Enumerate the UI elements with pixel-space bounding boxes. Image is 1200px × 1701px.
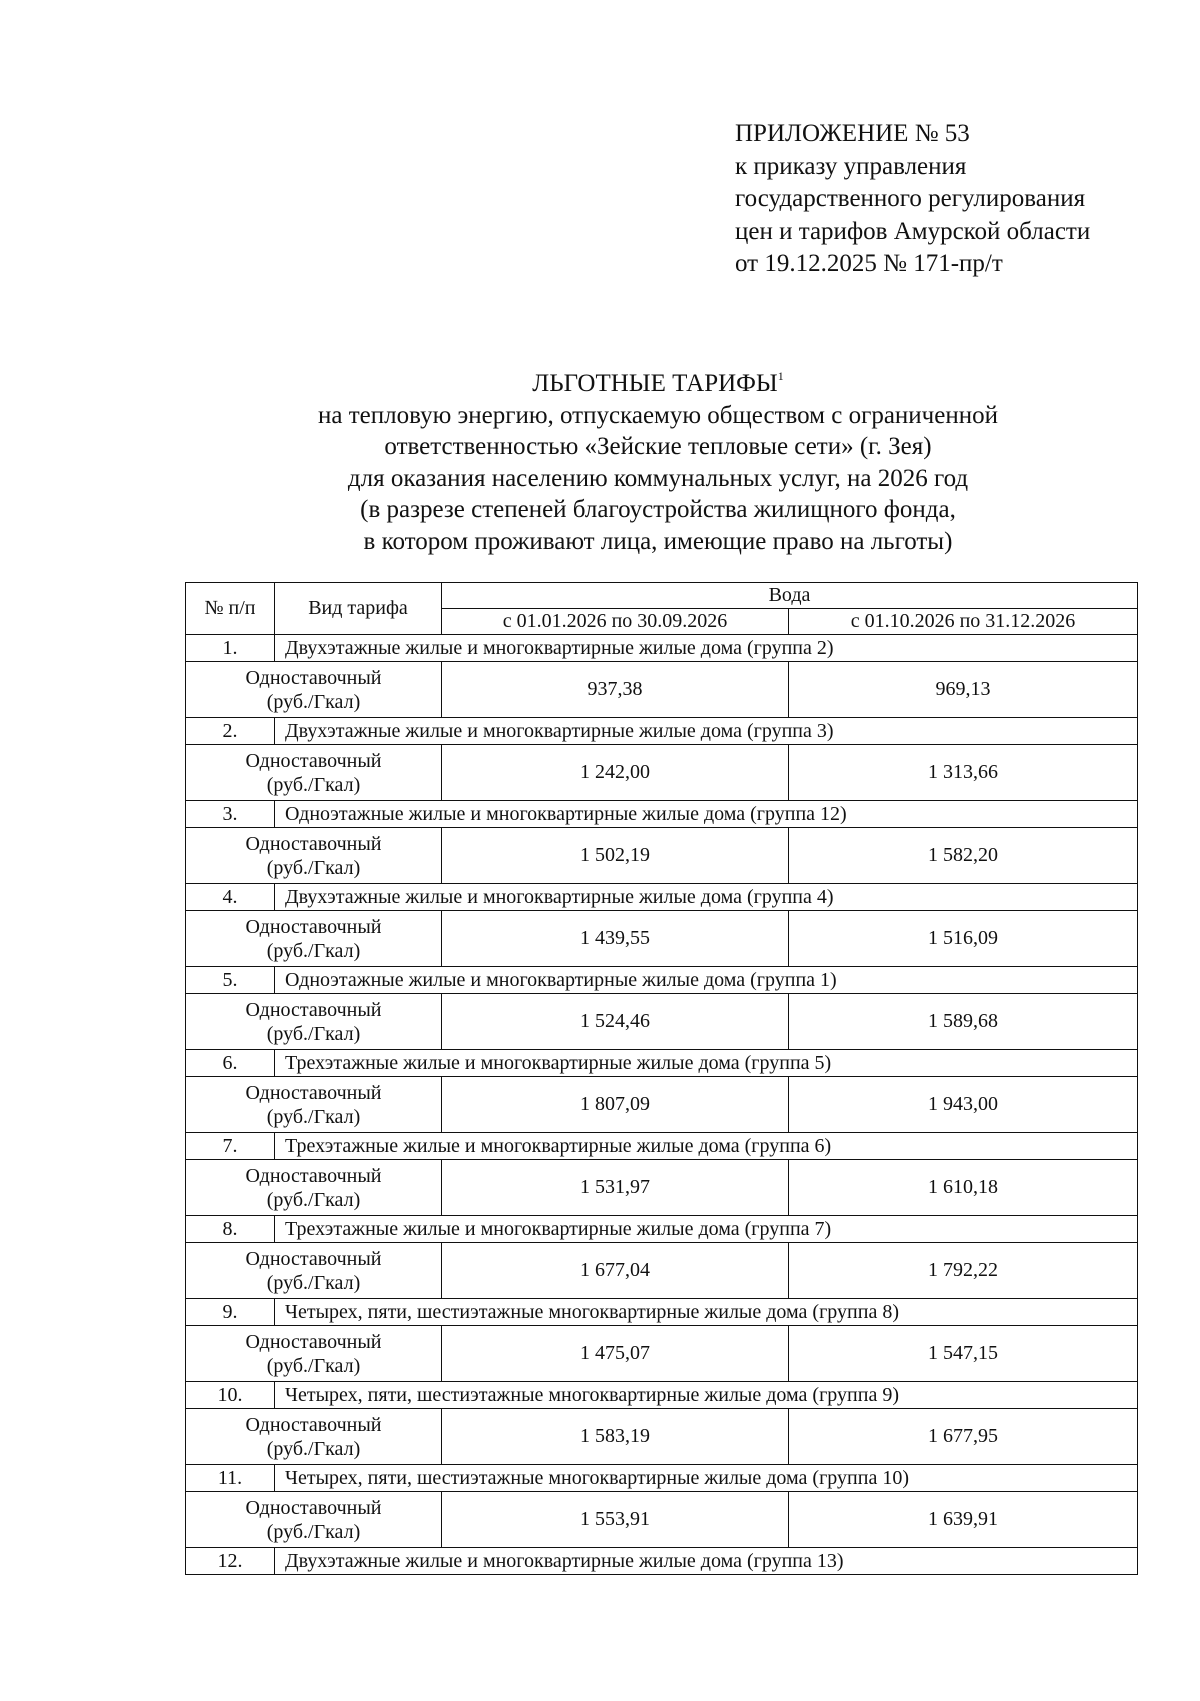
tariff-table — [185, 582, 1138, 1575]
rate-unit-label: (руб./Гкал) — [266, 1271, 361, 1294]
annex-line: к приказу управления — [735, 152, 967, 180]
group-title: Двухэтажные жилые и многоквартирные жилые дома (группа 13) — [275, 1548, 1138, 1575]
rate-type-cell — [186, 662, 442, 718]
group-row — [186, 1050, 1138, 1077]
annex-line: государственного регулирования — [735, 185, 1086, 212]
tariff-value-period-1: 1 502,19 — [442, 828, 789, 884]
header-num: № п/п — [186, 583, 275, 635]
rate-unit-label: (руб./Гкал) — [266, 939, 361, 962]
rate-type-label: Одноставочный — [245, 1496, 382, 1519]
rate-unit-label: (руб./Гкал) — [266, 1022, 361, 1045]
group-title: Одноэтажные жилые и многоквартирные жилые дома (группа 12) — [275, 801, 1138, 828]
rate-type-cell — [186, 1326, 442, 1382]
group-row — [186, 1299, 1138, 1326]
tariff-row — [186, 994, 1138, 1050]
tariff-row — [186, 1492, 1138, 1548]
group-number: 8. — [186, 1216, 275, 1243]
group-row — [186, 718, 1138, 745]
tariff-value-period-1: 1 439,55 — [442, 911, 789, 967]
header-period-2: с 01.10.2026 по 31.12.2026 — [789, 609, 1138, 635]
tariff-value-period-2: 1 943,00 — [789, 1077, 1138, 1133]
tariff-value-period-1: 1 583,19 — [442, 1409, 789, 1465]
header-period-1: с 01.01.2026 по 30.09.2026 — [442, 609, 789, 635]
rate-type-label: Одноставочный — [245, 666, 382, 689]
header-water: Вода — [442, 583, 1138, 609]
rate-unit-label: (руб./Гкал) — [266, 856, 361, 879]
document-title — [0, 368, 1200, 557]
annex-line: цен и тарифов Амурской области — [735, 217, 1091, 245]
tariff-value-period-1: 1 807,09 — [442, 1077, 789, 1133]
tariff-row — [186, 1243, 1138, 1299]
group-number: 6. — [186, 1050, 275, 1077]
group-title: Двухэтажные жилые и многоквартирные жилые дома (группа 3) — [275, 718, 1138, 745]
group-row — [186, 801, 1138, 828]
title-line: ответственностью «Зейские тепловые сети» (г. Зея) — [384, 433, 932, 460]
tariff-value-period-2: 1 313,66 — [789, 745, 1138, 801]
title-line: для оказания населению коммунальных услуг, на 2026 год — [347, 464, 969, 492]
group-row — [186, 1465, 1138, 1492]
rate-type-cell — [186, 1492, 442, 1548]
rate-unit-label: (руб./Гкал) — [266, 1105, 361, 1128]
tariff-row — [186, 1409, 1138, 1465]
tariff-body — [186, 635, 1138, 1575]
rate-unit-label: (руб./Гкал) — [266, 690, 361, 713]
tariff-row — [186, 662, 1138, 718]
group-number: 10. — [186, 1382, 275, 1409]
rate-type-label: Одноставочный — [245, 1330, 382, 1353]
group-number: 2. — [186, 718, 275, 745]
title-line: (в разрезе степеней благоустройства жилищного фонда, — [360, 496, 956, 523]
tariff-value-period-2: 969,13 — [789, 662, 1138, 718]
tariff-value-period-1: 1 475,07 — [442, 1326, 789, 1382]
rate-type-cell — [186, 1243, 442, 1299]
title-line: в котором проживают лица, имеющие право на льготы) — [363, 527, 953, 555]
tariff-value-period-2: 1 582,20 — [789, 828, 1138, 884]
tariff-value-period-2: 1 516,09 — [789, 911, 1138, 967]
rate-unit-label: (руб./Гкал) — [266, 1437, 361, 1460]
annex-reference — [735, 118, 1175, 281]
tariff-value-period-1: 1 677,04 — [442, 1243, 789, 1299]
rate-type-cell — [186, 911, 442, 967]
tariff-value-period-2: 1 547,15 — [789, 1326, 1138, 1382]
annex-number: ПРИЛОЖЕНИЕ № 53 — [735, 120, 970, 147]
rate-unit-label: (руб./Гкал) — [266, 1354, 361, 1377]
rate-type-label: Одноставочный — [245, 1164, 382, 1187]
tariff-value-period-1: 937,38 — [442, 662, 789, 718]
tariff-row — [186, 745, 1138, 801]
group-row — [186, 1216, 1138, 1243]
group-row — [186, 1548, 1138, 1575]
tariff-row — [186, 828, 1138, 884]
rate-type-cell — [186, 828, 442, 884]
tariff-value-period-1: 1 553,91 — [442, 1492, 789, 1548]
tariff-row — [186, 1160, 1138, 1216]
group-number: 4. — [186, 884, 275, 911]
group-number: 5. — [186, 967, 275, 994]
rate-type-label: Одноставочный — [245, 1413, 382, 1436]
group-title: Четырех, пяти, шестиэтажные многоквартирные жилые дома (группа 9) — [275, 1382, 1138, 1409]
rate-type-cell — [186, 1160, 442, 1216]
group-row — [186, 1133, 1138, 1160]
rate-unit-label: (руб./Гкал) — [266, 1188, 361, 1211]
title-main-text: ЛЬГОТНЫЕ ТАРИФЫ — [532, 370, 778, 397]
group-number: 7. — [186, 1133, 275, 1160]
tariff-value-period-2: 1 589,68 — [789, 994, 1138, 1050]
group-title: Трехэтажные жилые и многоквартирные жилые дома (группа 7) — [275, 1216, 1138, 1243]
group-row — [186, 967, 1138, 994]
tariff-row — [186, 1077, 1138, 1133]
footnote-mark: 1 — [777, 369, 784, 383]
group-title: Одноэтажные жилые и многоквартирные жилые дома (группа 1) — [275, 967, 1138, 994]
tariff-value-period-2: 1 792,22 — [789, 1243, 1138, 1299]
tariff-value-period-1: 1 531,97 — [442, 1160, 789, 1216]
annex-order-date: от 19.12.2025 № 171-пр/т — [735, 250, 1003, 277]
group-number: 3. — [186, 801, 275, 828]
group-title: Двухэтажные жилые и многоквартирные жилые дома (группа 2) — [275, 635, 1138, 662]
group-title: Четырех, пяти, шестиэтажные многоквартирные жилые дома (группа 10) — [275, 1465, 1138, 1492]
group-row — [186, 1382, 1138, 1409]
group-title: Двухэтажные жилые и многоквартирные жилые дома (группа 4) — [275, 884, 1138, 911]
group-row — [186, 635, 1138, 662]
rate-type-label: Одноставочный — [245, 1081, 382, 1104]
group-number: 11. — [186, 1465, 275, 1492]
rate-unit-label: (руб./Гкал) — [266, 1520, 361, 1543]
title-line: на тепловую энергию, отпускаемую обществом с ограниченной — [318, 401, 998, 429]
tariff-value-period-2: 1 639,91 — [789, 1492, 1138, 1548]
tariff-row — [186, 911, 1138, 967]
rate-type-cell — [186, 745, 442, 801]
group-title: Трехэтажные жилые и многоквартирные жилые дома (группа 6) — [275, 1133, 1138, 1160]
rate-type-label: Одноставочный — [245, 915, 382, 938]
group-title: Четырех, пяти, шестиэтажные многоквартирные жилые дома (группа 8) — [275, 1299, 1138, 1326]
rate-type-label: Одноставочный — [245, 1247, 382, 1270]
title-main — [0, 368, 1200, 400]
group-title: Трехэтажные жилые и многоквартирные жилые дома (группа 5) — [275, 1050, 1138, 1077]
rate-type-cell — [186, 1077, 442, 1133]
rate-type-label: Одноставочный — [245, 749, 382, 772]
group-row — [186, 884, 1138, 911]
rate-unit-label: (руб./Гкал) — [266, 773, 361, 796]
rate-type-label: Одноставочный — [245, 832, 382, 855]
rate-type-cell — [186, 1409, 442, 1465]
tariff-value-period-2: 1 677,95 — [789, 1409, 1138, 1465]
group-number: 9. — [186, 1299, 275, 1326]
rate-type-cell — [186, 994, 442, 1050]
rate-type-label: Одноставочный — [245, 998, 382, 1021]
tariff-value-period-2: 1 610,18 — [789, 1160, 1138, 1216]
header-tariff-type: Вид тарифа — [275, 583, 442, 635]
tariff-value-period-1: 1 524,46 — [442, 994, 789, 1050]
group-number: 1. — [186, 635, 275, 662]
tariff-row — [186, 1326, 1138, 1382]
group-number: 12. — [186, 1548, 275, 1575]
tariff-value-period-1: 1 242,00 — [442, 745, 789, 801]
